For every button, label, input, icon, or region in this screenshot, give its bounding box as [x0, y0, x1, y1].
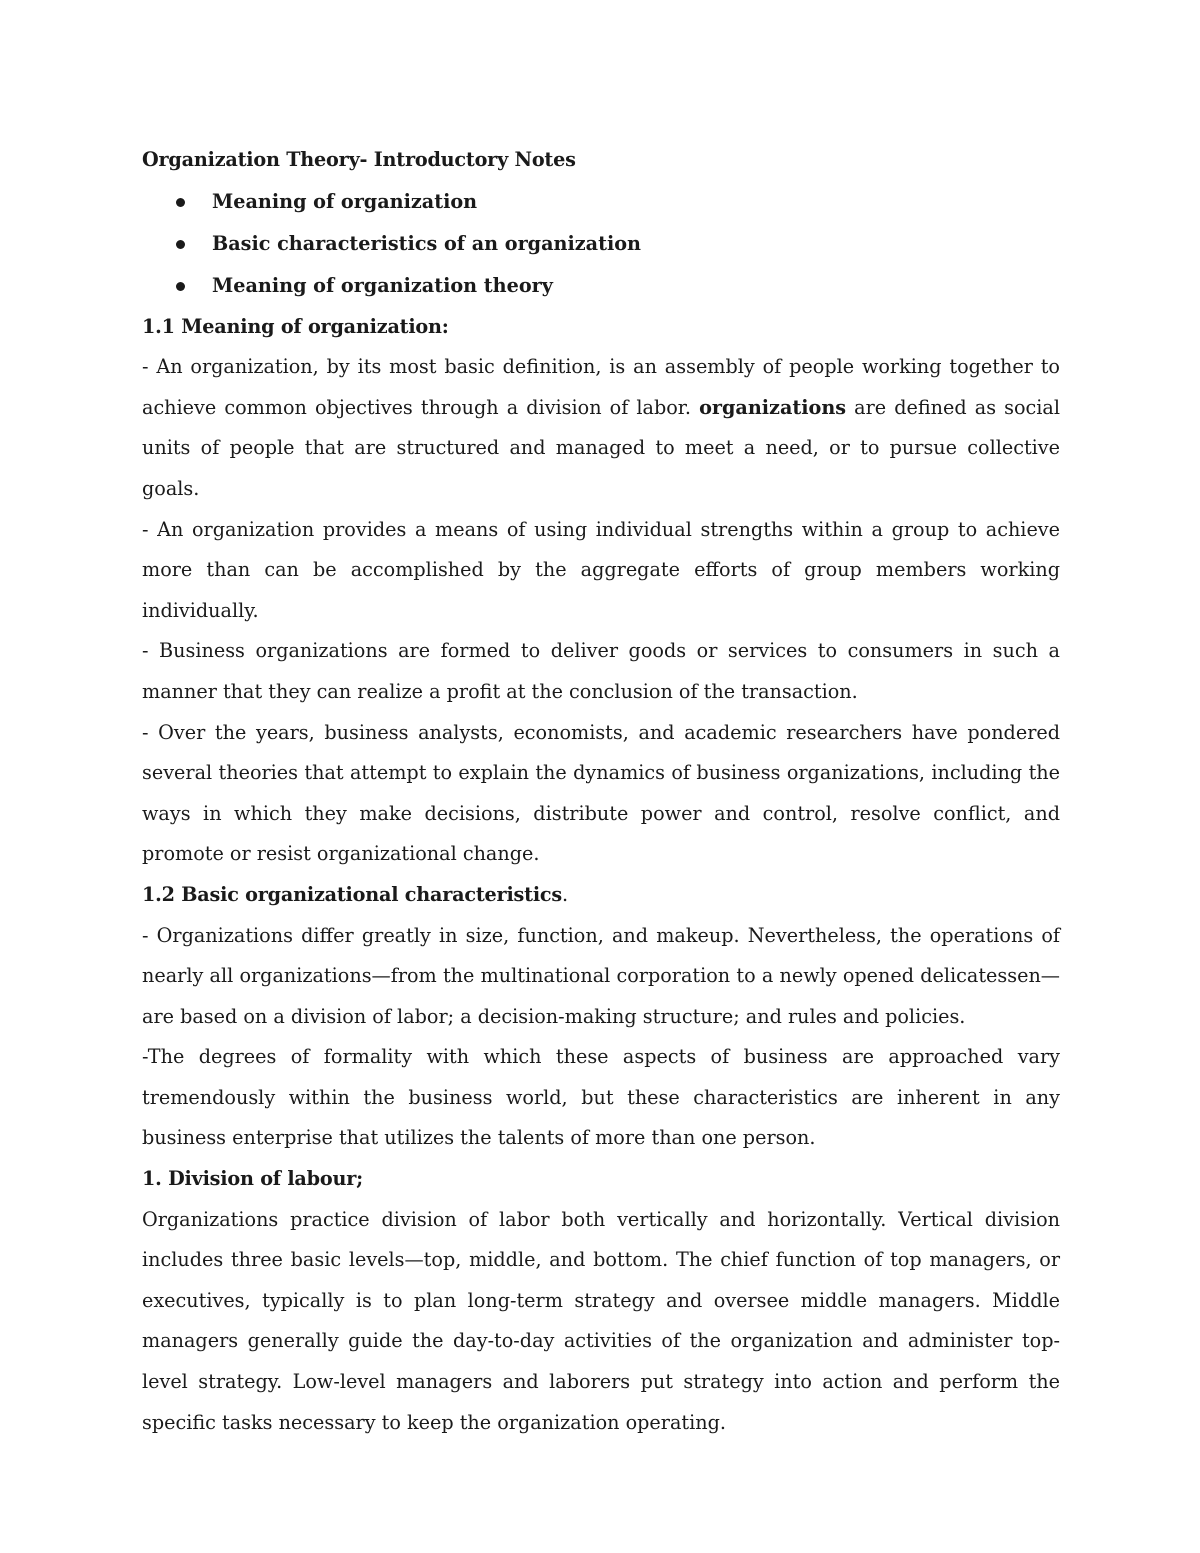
list-item-label: Meaning of organization theory: [212, 273, 553, 297]
section-heading: [142, 875, 1060, 916]
list-item: [142, 223, 1060, 265]
bullet-icon: [176, 198, 185, 207]
list-item-label: Basic characteristics of an organization: [212, 231, 642, 255]
section-heading-text: 1.2 Basic organizational characteristics: [142, 882, 562, 906]
paragraph: -The degrees of formality with which these aspects of business are approached vary tremendously within the business world, but these characteristics are inherent in any business enterprise that utilizes the talents of more than one person.: [142, 1045, 1060, 1150]
paragraph: - Organizations differ greatly in size, function, and makeup. Nevertheless, the operations of nearly all organizations—from the multinational corporation to a newly opened delicatessen—are based on a division of labor; a decision-making structure; and rules and policies.: [142, 923, 1060, 1028]
section-heading-tail: .: [562, 882, 568, 906]
bullet-icon: [176, 240, 185, 249]
paragraph: - Over the years, business analysts, economists, and academic researchers have pondered several theories that attempt to explain the dynamics of business organizations, including the ways in which they make decisions, distribute power and control, resolve conflict, and promote or resist organizational change.: [142, 720, 1060, 866]
paragraph: [142, 347, 1060, 509]
topics-list: [142, 181, 1060, 307]
section-heading: 1.1 Meaning of organization:: [142, 314, 449, 338]
paragraph: - Business organizations are formed to deliver goods or services to consumers in such a manner that they can realize a profit at the conclusion of the transaction.: [142, 639, 1060, 703]
paragraph: - An organization provides a means of using individual strengths within a group to achieve more than can be accomplished by the aggregate efforts of group members working individually.: [142, 517, 1060, 622]
paragraph-text: are defined as social units of people that are structured and managed to meet a need, or to pursue collective goals.: [142, 395, 1060, 500]
list-item: [142, 181, 1060, 223]
list-item-label: Meaning of organization: [212, 189, 478, 213]
bold-term: organizations: [699, 395, 847, 419]
list-item: [142, 265, 1060, 307]
section-heading: 1. Division of labour;: [142, 1167, 364, 1191]
paragraph: Organizations practice division of labor both vertically and horizontally. Vertical division includes three basic levels—top, middle, and bottom. The chief function of top managers, or executives, typically is to plan long-term strategy and oversee middle managers. Middle managers generally guide the day-to-day activities of the organization and administer top-level strategy. Low-level managers and laborers put strategy into action and perform the specific tasks necessary to keep the organization operating.: [142, 1207, 1060, 1434]
document-title: Organization Theory- Introductory Notes: [142, 148, 576, 171]
bullet-icon: [176, 282, 185, 291]
paragraph-text: - An organization, by its most basic definition, is an assembly of people working together to achieve common objectives through a division of labor.: [142, 355, 1060, 419]
document-page: [142, 140, 1060, 1443]
